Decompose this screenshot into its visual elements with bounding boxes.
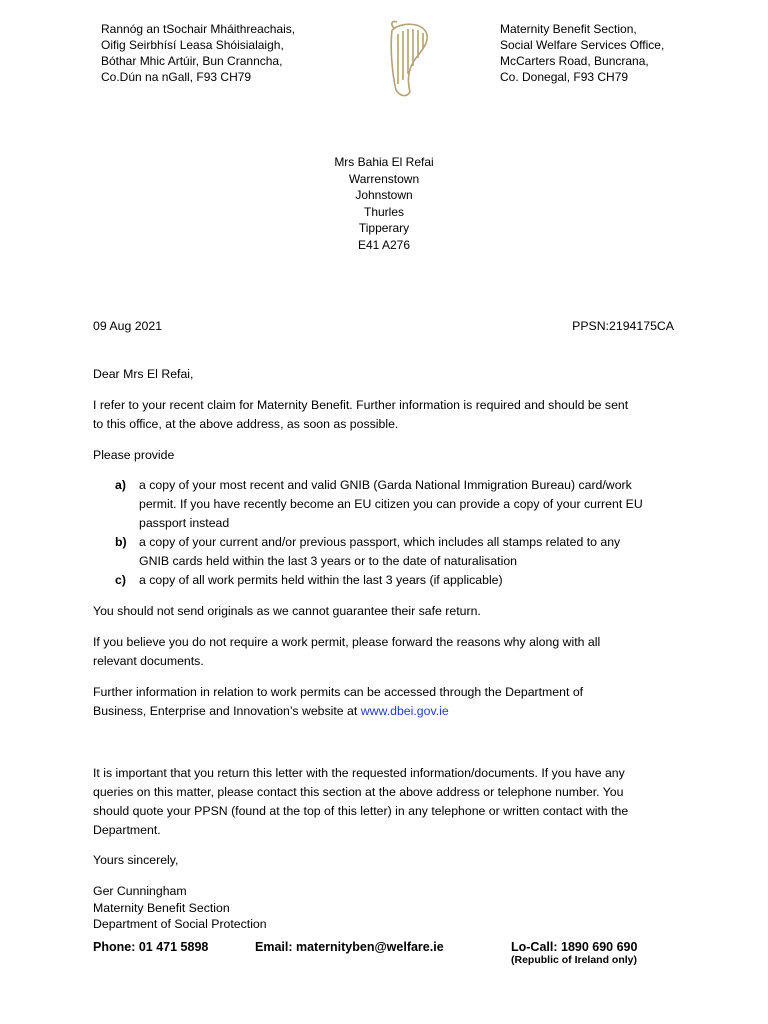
list-letter: a) [115, 478, 126, 492]
recipient-line: Mrs Bahia El Refai [334, 155, 434, 169]
recipient-line: Tipperary [358, 221, 410, 236]
english-address-line: Maternity Benefit Section, [500, 22, 637, 36]
signature-line: Department of Social Protection [93, 917, 267, 931]
intro-line: to this office, at the above address, as soon as possible. [93, 417, 399, 431]
list-line: GNIB cards held within the last 3 years or to the date of naturalisation [139, 554, 517, 568]
list-line: a copy of your current and/or previous passport, which includes all stamps related to any [139, 535, 621, 549]
english-address [500, 21, 664, 85]
further-info [93, 683, 683, 721]
list-text [139, 476, 679, 533]
footer-locall-note: (Republic of Ireland only) [511, 954, 638, 966]
irish-address-line: Oifig Seirbhísí Leasa Shóisialaigh, [101, 38, 284, 52]
further-info-line [93, 702, 683, 721]
further-info-line: Further information in relation to work permits can be accessed through the Department of [93, 685, 584, 699]
important-line: should quote your PPSN (found at the top of this letter) in any telephone or written contact with the [93, 804, 629, 818]
list-line: a copy of all work permits held within the last 3 years (if applicable) [139, 573, 503, 587]
irish-address-line: Co.Dún na nGall, F93 CH79 [101, 70, 252, 84]
important-line: Department. [93, 823, 161, 837]
work-permit-line: relevant documents. [93, 654, 204, 668]
recipient-line: E41 A276 [357, 237, 411, 252]
ppsn: PPSN:2194175CA [572, 319, 674, 333]
footer-locall: Lo-Call: 1890 690 690 [511, 940, 638, 954]
english-address-line: Social Welfare Services Office, [500, 38, 665, 52]
intro-line: I refer to your recent claim for Maternity Benefit. Further information is required and should be sent [93, 398, 629, 412]
irish-address-line: Rannóg an tSochair Mháithreachais, [101, 22, 296, 36]
intro-paragraph [93, 396, 683, 434]
irish-address [101, 21, 295, 85]
irish-address-line: Bóthar Mhic Artúir, Bun Cranncha, [101, 54, 283, 68]
footer-email: Email: maternityben@welfare.ie [255, 940, 444, 954]
list-line: permit. If you have recently become an EU citizen you can provide a copy of your current EU [139, 497, 643, 511]
footer-phone: Phone: 01 471 5898 [93, 940, 209, 954]
harp-emblem-icon [384, 18, 434, 100]
important-line: It is important that you return this letter with the requested information/documents. If you have any [93, 766, 625, 780]
list-line: a copy of your most recent and valid GNIB (Garda National Immigration Bureau) card/work [139, 478, 632, 492]
list-line: passport instead [139, 516, 230, 530]
work-permit-line: If you believe you do not require a work permit, please forward the reasons why along with all [93, 635, 601, 649]
list-item [93, 533, 683, 571]
list-text [139, 533, 679, 571]
work-permit-note [93, 633, 683, 671]
important-line: queries on this matter, please contact this section at the above address or telephone number. You [93, 785, 624, 799]
letter-date: 09 Aug 2021 [93, 319, 163, 333]
salutation: Dear Mrs El Refai, [93, 367, 194, 381]
further-info-prefix: Business, Enterprise and Innovation’s website at [93, 704, 361, 718]
recipient-line: Johnstown [355, 188, 413, 203]
list-text [139, 571, 679, 590]
recipient-line: Warrenstown [348, 171, 420, 186]
closing: Yours sincerely, [93, 853, 179, 867]
list-item [93, 476, 683, 533]
signature-line: Ger Cunningham [93, 884, 187, 898]
signature-line: Maternity Benefit Section [93, 900, 230, 915]
list-letter: c) [115, 573, 126, 587]
please-provide: Please provide [93, 448, 175, 462]
signature-block [93, 883, 683, 933]
recipient-line: Thurles [363, 204, 404, 219]
originals-note: You should not send originals as we cannot guarantee their safe return. [93, 604, 481, 618]
important-paragraph [93, 764, 683, 840]
dbei-website-link[interactable]: www.dbei.gov.ie [360, 704, 449, 718]
recipient-address [284, 154, 484, 254]
list-item [93, 571, 683, 590]
list-letter: b) [115, 535, 127, 549]
english-address-line: Co. Donegal, F93 CH79 [500, 70, 629, 84]
english-address-line: McCarters Road, Buncrana, [500, 54, 649, 68]
